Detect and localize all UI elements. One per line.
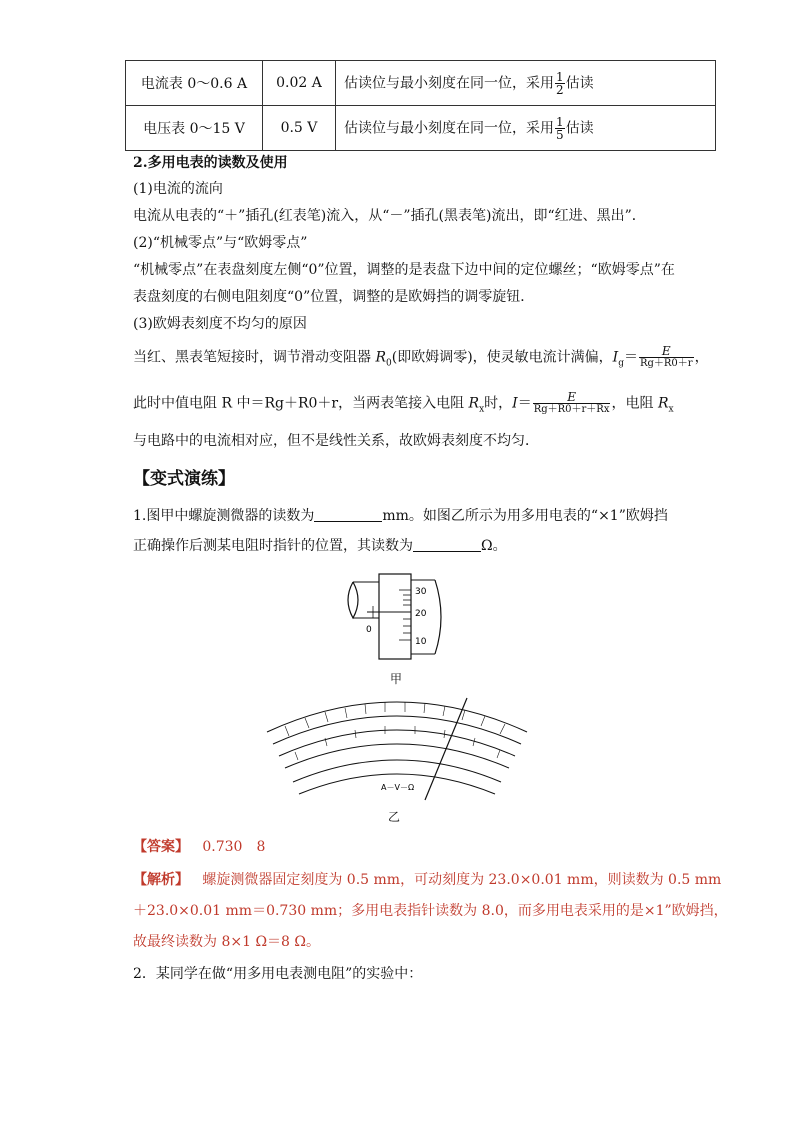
division-cell: 0.5 V xyxy=(263,106,336,151)
question-1-line-2: 正确操作后测某电阻时指针的位置，其读数为 Ω。 xyxy=(133,538,507,554)
analysis-line-3: 故最终读数为 8×1 Ω＝8 Ω。 xyxy=(133,934,321,950)
subheading: (2)“机械零点”与“欧姆零点” xyxy=(133,235,308,251)
subheading: (3)欧姆表刻度不均匀的原因 xyxy=(133,316,307,332)
multimeter-dial-figure xyxy=(255,682,540,807)
answer-line: 【答案】 0.730 8 xyxy=(133,839,266,855)
division-cell: 0.02 A xyxy=(263,61,336,106)
table-row xyxy=(126,61,716,106)
analysis-line-2: ＋23.0×0.01 mm＝0.730 mm；多用电表指针读数为 8.0，而多用电表采用的是×1”欧姆挡， xyxy=(133,903,728,919)
answer-blank xyxy=(314,507,382,522)
analysis-line-1: 【解析】 螺旋测微器固定刻度为 0.5 mm，可动刻度为 23.0×0.01 mm，则读数为 0.5 mm xyxy=(133,872,722,888)
table-row xyxy=(126,106,716,151)
paragraph: 电流从电表的“＋”插孔(红表笔)流入，从“－”插孔(黑表笔)流出，即“红进、黑出”． xyxy=(133,208,646,224)
section-title: 2.多用电表的读数及使用 xyxy=(133,155,288,171)
subheading: (1)电流的流向 xyxy=(133,181,223,197)
meter-cell: 电压表 0～15 V xyxy=(126,106,263,151)
rule-cell: 估读位与最小刻度在同一位，采用 $\frac{1}{5}$ 估读 xyxy=(336,106,716,151)
rule-cell: 估读位与最小刻度在同一位，采用 $\frac{1}{2}$ 估读 xyxy=(336,61,716,106)
tick-label: 30 xyxy=(415,587,427,597)
tick-label: 0 xyxy=(366,625,372,635)
figure-caption-b: 乙 xyxy=(388,810,401,824)
meter-reading-table xyxy=(125,60,716,151)
paragraph: “机械零点”在表盘刻度左侧“0”位置，调整的是表盘下边中间的定位螺丝；“欧姆零点”在 xyxy=(133,262,675,278)
formula-line-2: 此时中值电阻 R 中＝Rg＋R0＋r，当两表笔接入电阻 $R_x$时，I＝ $\frac{E}{Rg+R0+r+Rx}$ ，电阻 $R_x$ xyxy=(133,390,674,415)
dial-pointer xyxy=(425,698,467,800)
question-1-line-1: 1.图甲中螺旋测微器的读数为 mm。如图乙所示为用多用电表的“×1”欧姆挡 xyxy=(133,508,668,524)
figure-caption-a: 甲 xyxy=(390,672,403,686)
paragraph: 与电路中的电流相对应，但不是线性关系，故欧姆表刻度不均匀． xyxy=(133,433,539,449)
question-2: 2．某同学在做“用多用电表测电阻”的实验中： xyxy=(133,966,423,982)
formula-line-1: 当红、黑表笔短接时，调节滑动变阻器 $R_0$(即欧姆调零)，使灵敏电流计满偏，$I_g=$ $\frac{E}{Rg+R0+r}$ ， xyxy=(133,344,709,369)
answer-blank xyxy=(413,537,481,552)
meter-cell: 电流表 0～0.6 A xyxy=(126,61,263,106)
section-heading: 【变式演练】 xyxy=(133,469,235,489)
tick-label: 10 xyxy=(415,637,427,647)
micrometer-figure xyxy=(335,570,455,665)
tick-label: 20 xyxy=(415,609,427,619)
dial-label: A－V－Ω xyxy=(381,783,415,792)
paragraph: 表盘刻度的右侧电阻刻度“0”位置，调整的是欧姆挡的调零旋钮． xyxy=(133,289,535,305)
